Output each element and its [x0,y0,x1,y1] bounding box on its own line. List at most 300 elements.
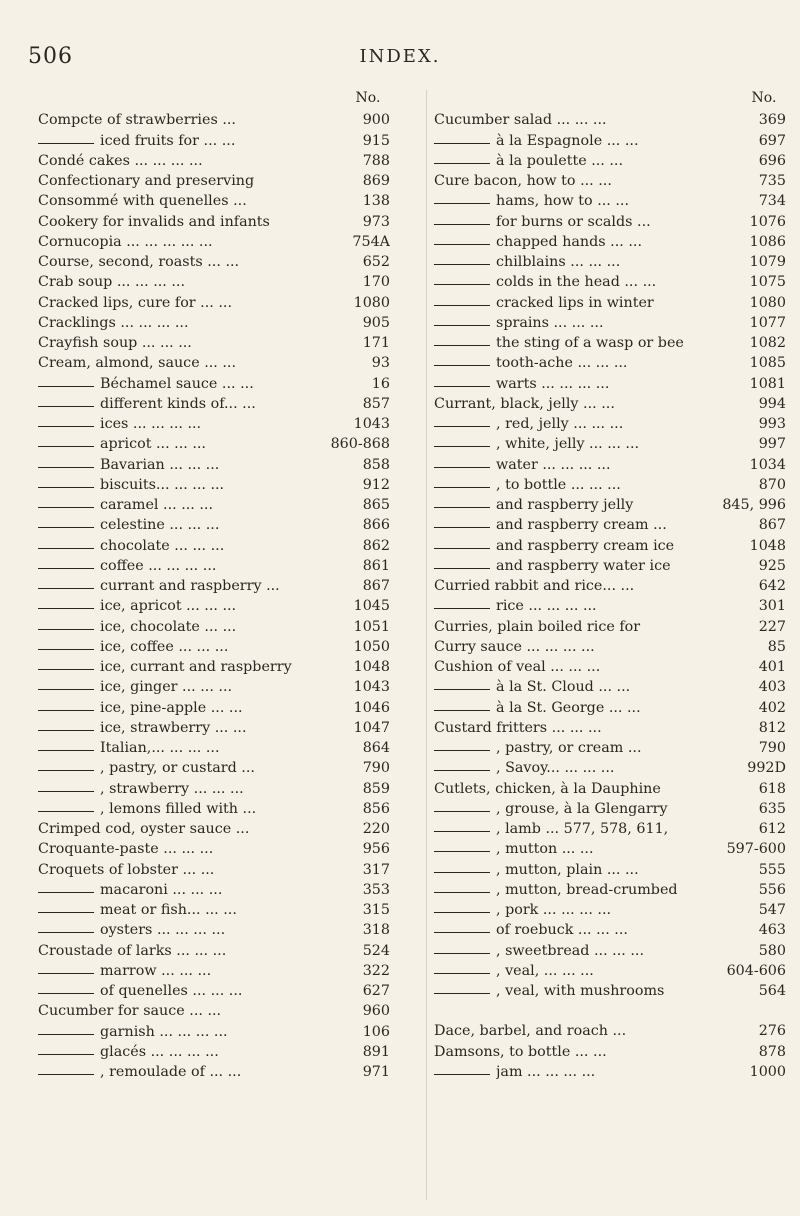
index-subentry [434,130,786,150]
entry-text: , mutton ... ... [496,841,594,858]
index-entry [38,211,390,231]
entry-text: Cucumber for sauce ... ... [38,1003,222,1020]
entry-text: caramel ... ... ... [100,497,214,513]
entry-number: 556 [758,881,786,898]
entry-text: Condé cakes ... ... ... ... [38,152,203,169]
entry-text: Crab soup ... ... ... ... [38,274,186,291]
index-subentry [434,373,786,393]
entry-number: 925 [758,557,786,574]
entry-number: 1043 [353,679,390,696]
entry-text: of quenelles ... ... ... [100,983,243,999]
index-subentry [38,981,390,1001]
entry-number: 618 [758,780,786,797]
index-subentry [434,920,786,940]
entry-number: 369 [758,112,786,129]
index-subentry [434,535,786,555]
entry-number: 862 [362,537,390,554]
entry-text: sprains ... ... ... [496,314,604,331]
entry-number: 16 [371,375,390,392]
index-subentry [434,839,786,859]
page-header [0,0,800,80]
entry-text: à la St. Cloud ... ... [496,679,631,696]
index-entry [38,252,390,272]
entry-text: Consommé with quenelles ... [38,193,247,210]
repeat-dash [434,548,490,549]
index-subentry [434,353,786,373]
repeat-dash [434,973,490,974]
entry-number: 1076 [749,213,786,230]
entry-text: ice, chocolate ... ... [100,618,237,635]
entry-number: 170 [362,274,390,291]
entry-text: à la poulette ... ... [496,152,624,169]
entry-number: 870 [758,476,786,493]
entry-number: 317 [362,861,390,878]
repeat-dash [434,467,490,468]
entry-number: 604-606 [726,962,786,979]
index-column-left [38,90,390,1082]
entry-text: Currant, black, jelly ... ... [434,395,615,412]
repeat-dash [38,588,94,589]
page-number: 506 [28,44,73,69]
index-subentry [434,900,786,920]
index-entry [434,616,786,636]
index-entry [38,171,390,191]
number-column-label: No. [355,90,381,106]
index-entry [434,1021,786,1041]
column-divider [426,90,427,1200]
entry-text: ice, strawberry ... ... [100,719,247,736]
index-entry [434,576,786,596]
entry-text: Cracked lips, cure for ... ... [38,294,232,311]
repeat-dash [434,527,490,528]
entry-number: 866 [362,517,390,534]
repeat-dash [434,770,490,771]
repeat-dash [38,649,94,650]
index-subentry [434,596,786,616]
index-subentry [38,495,390,515]
entry-number: 960 [362,1003,390,1020]
repeat-dash [434,487,490,488]
entry-text: Italian,... ... ... ... [100,740,220,756]
repeat-dash [434,710,490,711]
entry-number: 697 [758,132,786,149]
entry-text: , lamb ... 577, 578, 611, [496,821,669,837]
repeat-dash [434,345,490,346]
index-entry [38,292,390,312]
repeat-dash [434,811,490,812]
entry-text: of roebuck ... ... ... [496,922,628,939]
entry-number: 993 [758,416,786,432]
entry-number: 1048 [749,537,786,554]
entry-text: , to bottle ... ... ... [496,476,621,493]
index-entry [434,718,786,738]
repeat-dash [38,143,94,144]
entry-text: , veal, with mushrooms [496,983,665,999]
index-entry [38,859,390,879]
entry-text: and raspberry water ice [496,557,671,574]
repeat-dash [434,365,490,366]
entry-number: 696 [758,152,786,169]
repeat-dash [38,507,94,508]
repeat-dash [434,244,490,245]
column-header [38,90,390,110]
entry-text: , pastry, or custard ... [100,760,255,777]
index-subentry [434,191,786,211]
repeat-dash [434,507,490,508]
entry-number: 276 [758,1023,786,1040]
entry-text: Cream, almond, sauce ... ... [38,355,237,372]
index-subentry [434,859,786,879]
index-subentry [38,434,390,454]
repeat-dash [434,932,490,933]
repeat-dash [38,1074,94,1075]
entry-text: Cutlets, chicken, à la Dauphine [434,780,661,797]
entry-text: colds in the head ... ... [496,274,657,291]
entry-text: Béchamel sauce ... ... [100,375,254,392]
entry-text: garnish ... ... ... ... [100,1023,228,1040]
entry-number: 597-600 [726,841,786,858]
index-entry [434,1041,786,1061]
entry-number: 857 [362,395,390,412]
entry-text: meat or fish... ... ... [100,902,237,918]
entry-number: 171 [362,335,390,351]
repeat-dash [38,710,94,711]
entry-number: 652 [362,254,390,270]
repeat-dash [38,770,94,771]
entry-text: , sweetbread ... ... ... [496,942,644,959]
index-subentry [38,394,390,414]
index-subentry [38,1062,390,1082]
entry-text: , red, jelly ... ... ... [496,416,624,432]
repeat-dash [434,264,490,265]
entry-text: Course, second, roasts ... ... [38,254,240,270]
repeat-dash [38,689,94,690]
entry-text: Cushion of veal ... ... ... [434,659,601,675]
entry-number: 1079 [749,254,786,270]
entry-text: Crayfish soup ... ... ... [38,335,192,351]
number-column-label: No. [751,90,777,106]
repeat-dash [434,325,490,326]
index-subentry [38,535,390,555]
entry-text: Custard fritters ... ... ... [434,719,602,736]
entry-number: 1080 [749,294,786,311]
entry-text: water ... ... ... ... [496,456,611,473]
index-subentry [38,1021,390,1041]
index-subentry [38,718,390,738]
repeat-dash [38,386,94,387]
index-subentry [434,414,786,434]
entry-text: chilblains ... ... ... [496,254,621,270]
index-subentry [38,738,390,758]
entry-number: 401 [758,659,786,675]
entry-text: , remoulade of ... ... [100,1064,242,1080]
entry-text: Croquante-paste ... ... ... [38,841,214,858]
entry-text: warts ... ... ... ... [496,375,610,392]
index-subentry [38,1042,390,1062]
index-entry [38,839,390,859]
index-subentry [38,900,390,920]
entry-text: ice, currant and raspberry [100,659,292,675]
index-subentry [434,940,786,960]
repeat-dash [38,1034,94,1035]
entry-number: 93 [371,355,390,372]
entry-list [434,110,786,1082]
index-entry [38,353,390,373]
index-subentry [434,272,786,292]
entry-number: 790 [362,760,390,777]
entry-text: à la Espagnole ... ... [496,132,639,149]
index-subentry [434,880,786,900]
entry-number: 580 [758,942,786,959]
entry-text: Crimped cod, oyster sauce ... [38,821,250,837]
entry-number: 860-868 [330,436,390,453]
repeat-dash [434,953,490,954]
entry-text: Cracklings ... ... ... ... [38,314,189,331]
entry-number: 858 [362,456,390,473]
index-subentry [38,130,390,150]
column-header [434,90,786,110]
repeat-dash [38,892,94,893]
entry-number: 971 [362,1064,390,1080]
entry-number: 997 [758,436,786,453]
entry-text: Bavarian ... ... ... [100,456,220,473]
index-subentry [434,475,786,495]
index-subentry [434,495,786,515]
entry-text: and raspberry jelly [496,497,634,513]
repeat-dash [434,689,490,690]
entry-number: 992D [747,760,786,777]
index-entry [434,637,786,657]
index-entry [38,151,390,171]
repeat-dash [38,446,94,447]
index-entry [38,232,390,252]
entry-text: Cure bacon, how to ... ... [434,173,612,189]
index-subentry [38,677,390,697]
repeat-dash [434,426,490,427]
entry-text: for burns or scalds ... [496,213,651,230]
index-subentry [434,292,786,312]
entry-number: 1051 [353,618,390,635]
entry-text: rice ... ... ... ... [496,598,597,615]
entry-text: cracked lips in winter [496,294,654,311]
index-entry [434,110,786,130]
entry-number: 353 [362,881,390,898]
repeat-dash [38,973,94,974]
index-subentry [38,920,390,940]
index-subentry [434,434,786,454]
index-entry [38,272,390,292]
index-subentry [38,637,390,657]
repeat-dash [434,608,490,609]
repeat-dash [434,203,490,204]
entry-number: 1077 [749,314,786,331]
entry-number: 322 [362,962,390,979]
index-subentry [38,799,390,819]
entry-number: 1085 [749,355,786,372]
entry-number: 878 [758,1043,786,1060]
entry-text: the sting of a wasp or bee [496,335,684,351]
entry-text: glacés ... ... ... ... [100,1043,219,1060]
repeat-dash [434,446,490,447]
index-subentry [38,515,390,535]
entry-text: coffee ... ... ... ... [100,557,217,574]
index-subentry [38,697,390,717]
repeat-dash [434,993,490,994]
index-subentry [434,515,786,535]
index-column-right [434,90,786,1082]
index-subentry [434,1062,786,1082]
entry-text: Curried rabbit and rice... ... [434,578,635,594]
index-entry [434,394,786,414]
entry-number: 555 [758,861,786,878]
entry-number: 627 [362,983,390,999]
entry-text: celestine ... ... ... [100,517,220,534]
index-subentry [38,414,390,434]
entry-number: 891 [362,1043,390,1060]
entry-number: 735 [758,173,786,189]
entry-number: 402 [758,699,786,716]
entry-number: 790 [758,740,786,756]
entry-text: ice, coffee ... ... ... [100,638,229,655]
entry-text: and raspberry cream ... [496,517,667,534]
entry-number: 1080 [353,294,390,311]
entry-number: 867 [758,517,786,534]
entry-text: ice, pine-apple ... ... [100,699,243,716]
repeat-dash [434,872,490,873]
repeat-dash [38,669,94,670]
index-entry [38,940,390,960]
entry-text: , mutton, plain ... ... [496,861,639,878]
entry-text: iced fruits for ... ... [100,132,236,149]
entry-number: 635 [758,800,786,817]
entry-text: , white, jelly ... ... ... [496,436,640,453]
index-entry [38,313,390,333]
entry-text: tooth-ache ... ... ... [496,355,628,372]
entry-number: 1081 [749,375,786,392]
repeat-dash [434,224,490,225]
repeat-dash [38,426,94,427]
entry-number: 845, 996 [722,497,786,513]
index-subentry [434,819,786,839]
index-subentry [434,333,786,353]
index-subentry [434,313,786,333]
repeat-dash [38,487,94,488]
entry-number: 856 [362,800,390,817]
index-subentry [434,981,786,1001]
repeat-dash [434,1074,490,1075]
entry-number: 1075 [749,274,786,291]
entry-text: chapped hands ... ... [496,233,642,250]
entry-text: Damsons, to bottle ... ... [434,1043,607,1060]
repeat-dash [434,750,490,751]
index-subentry [434,454,786,474]
repeat-dash [434,305,490,306]
entry-text: Cornucopia ... ... ... ... ... [38,233,213,250]
entry-number: 1034 [749,456,786,473]
index-subentry [434,738,786,758]
entry-text: marrow ... ... ... [100,962,212,979]
entry-number: 1046 [353,699,390,716]
entry-number: 864 [362,740,390,756]
index-entry [38,1001,390,1021]
index-subentry [38,616,390,636]
entry-number: 138 [362,193,390,210]
entry-text: Dace, barbel, and roach ... [434,1023,627,1040]
index-entry [38,819,390,839]
entry-text: currant and raspberry ... [100,578,280,594]
entry-text: apricot ... ... ... [100,436,206,453]
entry-text: ices ... ... ... ... [100,416,202,432]
index-subentry [38,596,390,616]
entry-text: Cookery for invalids and infants [38,213,270,230]
entry-number: 900 [362,112,390,129]
entry-text: and raspberry cream ice [496,537,675,554]
entry-text: , pastry, or cream ... [496,740,642,756]
entry-text: different kinds of... ... [100,395,256,412]
index-subentry [38,576,390,596]
repeat-dash [38,730,94,731]
index-subentry [434,232,786,252]
entry-number: 812 [758,719,786,736]
entry-text: Curry sauce ... ... ... ... [434,638,595,655]
index-subentry [434,961,786,981]
repeat-dash [38,1054,94,1055]
entry-number: 994 [758,395,786,412]
index-entry [38,110,390,130]
repeat-dash [434,386,490,387]
entry-text: , Savoy... ... ... ... [496,760,615,777]
entry-number: 1082 [749,335,786,351]
entry-number: 754A [352,233,390,250]
entry-number: 463 [758,922,786,939]
repeat-dash [38,750,94,751]
entry-number: 956 [362,841,390,858]
index-entry [38,191,390,211]
repeat-dash [434,831,490,832]
index-subentry [434,697,786,717]
index-entry [38,333,390,353]
entry-text: , strawberry ... ... ... [100,780,244,797]
section-gap [434,1001,786,1021]
index-subentry [38,880,390,900]
entry-number: 106 [362,1023,390,1040]
repeat-dash [434,163,490,164]
repeat-dash [434,851,490,852]
entry-number: 861 [362,557,390,574]
index-subentry [434,677,786,697]
index-subentry [434,758,786,778]
repeat-dash [38,932,94,933]
index-subentry [38,657,390,677]
entry-number: 973 [362,213,390,230]
entry-number: 524 [362,942,390,959]
repeat-dash [434,284,490,285]
entry-number: 547 [758,902,786,918]
entry-number: 788 [362,152,390,169]
entry-number: 1048 [353,659,390,675]
index-subentry [434,211,786,231]
index-entry [434,778,786,798]
entry-list [38,110,390,1082]
entry-number: 564 [758,983,786,999]
entry-number: 85 [767,638,786,655]
entry-number: 1000 [749,1063,786,1080]
entry-number: 220 [362,821,390,837]
entry-text: ice, ginger ... ... ... [100,679,233,696]
entry-number: 1045 [353,598,390,615]
repeat-dash [38,791,94,792]
entry-number: 905 [362,314,390,331]
